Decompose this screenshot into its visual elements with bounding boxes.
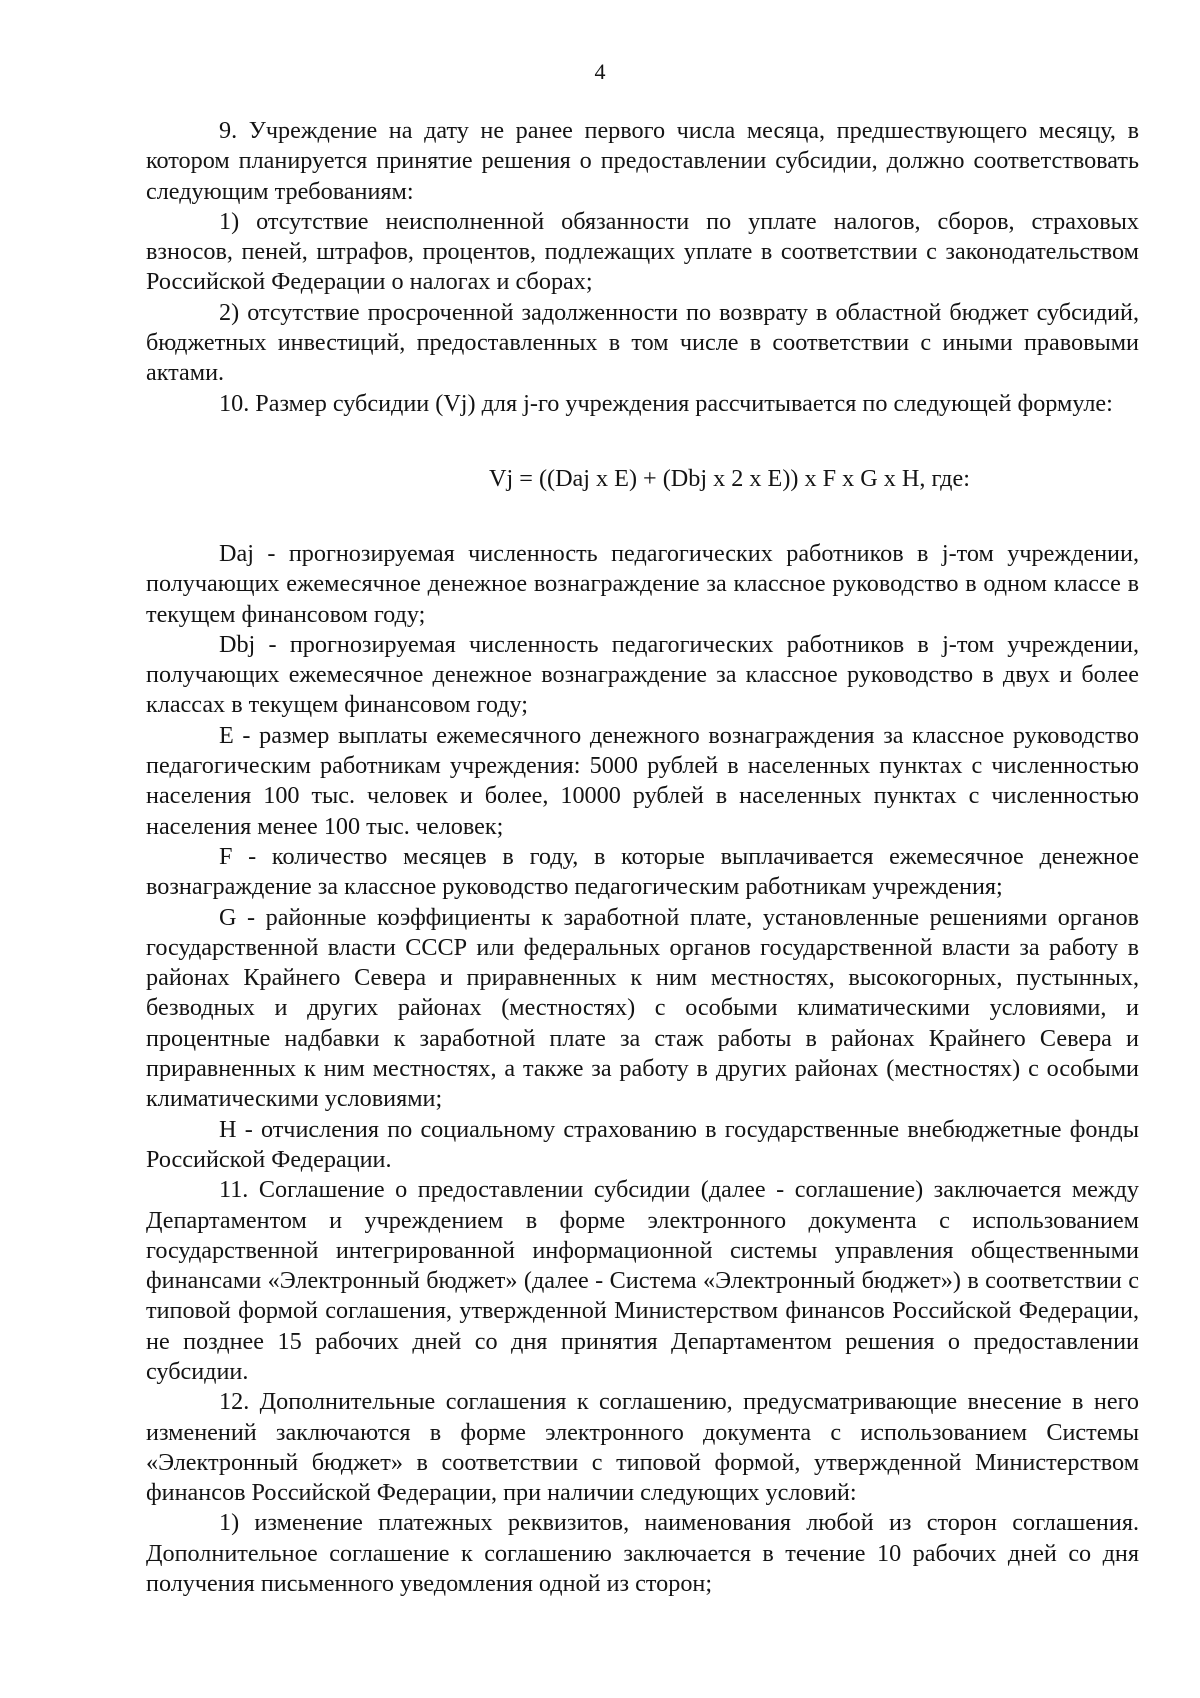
paragraph-item-9: 9. Учреждение на дату не ранее первого числа месяца, предшествующего месяцу, в котором планируется принятие решения о предоставлении субсидии, должно соответствовать следующим требованиям: — [146, 117, 1139, 205]
paragraph-item-12: 12. Дополнительные соглашения к соглашению, предусматривающие внесение в него изменений заключаются в форме электронного документа с использованием Системы «Электронный бюджет» в соответствии с типовой формой, утвержденной Министерством финансов Российской Федерации, при наличии следующих условий: — [146, 1388, 1139, 1507]
definition-h: H - отчисления по социальному страхованию в государственные внебюджетные фонды Российской Федерации. — [146, 1115, 1139, 1173]
document-body — [146, 116, 1139, 1599]
definition-daj: Daj - прогнозируемая численность педагогических работников в j-том учреждении, получающих ежемесячное денежное вознаграждение за классное руководство в одном классе в текущем финансовом году; — [146, 539, 1139, 628]
paragraph-item-11: 11. Соглашение о предоставлении субсидии (далее - соглашение) заключается между Департаментом и учреждением в форме электронного документа с использованием государственной интегрированной информационной системы управления общественными финансами «Электронный бюджет» (далее - Система «Электронный бюджет») в соответствии с типовой формой соглашения, утвержденной Министерством финансов Российской Федерации, не позднее 15 рабочих дней со дня принятия Департаментом решения о предоставлении субсидии. — [146, 1176, 1139, 1385]
paragraph-item-10: 10. Размер субсидии (Vj) для j-го учреждения рассчитывается по следующей формуле: — [219, 389, 1113, 417]
page-number: 4 — [594, 59, 606, 84]
paragraph-item-9-1: 1) отсутствие неисполненной обязанности по уплате налогов, сборов, страховых взносов, пеней, штрафов, процентов, подлежащих уплате в соответствии с законодательством Российской Федерации о налогах и сборах; — [146, 207, 1139, 296]
definition-g: G - районные коэффициенты к заработной плате, установленные решениями органов государственной власти СССР или федеральных органов государственной власти за работу в районах Крайнего Севера и приравненных к ним местностях, высокогорных, пустынных, безводных и других районах (местностях) с особыми климатическими условиями, и процентные надбавки к заработной плате за стаж работы в районах Крайнего Севера и приравненных к ним местностях, а также за работу в других районах (местностях) с особыми климатическими условиями; — [146, 903, 1139, 1113]
paragraph-item-9-2: 2) отсутствие просроченной задолженности по возврату в областной бюджет субсидий, бюджетных инвестиций, предоставленных в том числе в соответствии с иными правовыми актами. — [146, 298, 1139, 387]
paragraph-item-12-1: 1) изменение платежных реквизитов, наименования любой из сторон соглашения. Дополнительное соглашение к соглашению заключается в течение 10 рабочих дней со дня получения письменного уведомления одной из сторон; — [146, 1509, 1139, 1598]
definition-e: E - размер выплаты ежемесячного денежного вознаграждения за классное руководство педагогическим работникам учреждения: 5000 рублей в населенных пунктах с численностью населения 100 тыс. человек и более, 10000 рублей в населенных пунктах с численностью населения менее 100 тыс. человек; — [146, 721, 1139, 840]
subsidy-formula: Vj = ((Daj x E) + (Dbj x 2 x E)) x F x G x H, где: — [489, 464, 970, 492]
definition-f: F - количество месяцев в году, в которые выплачивается ежемесячное денежное вознаграждение за классное руководство педагогическим работникам учреждения; — [146, 842, 1139, 901]
definition-dbj: Dbj - прогнозируемая численность педагогических работников в j-том учреждении, получающих ежемесячное денежное вознаграждение за классное руководство в двух и более классах в текущем финансовом году; — [146, 630, 1139, 719]
